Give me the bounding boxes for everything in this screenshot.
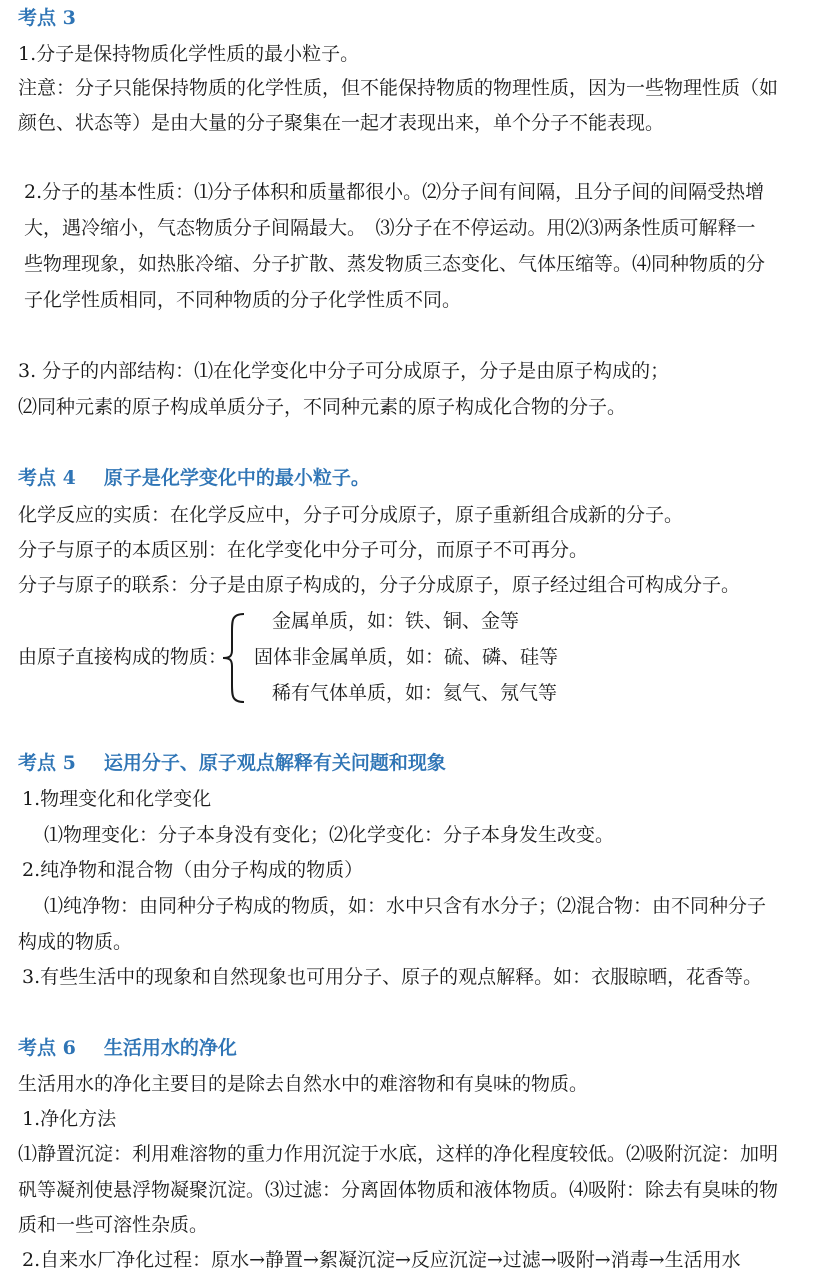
paragraph-line: 质和一些可溶性杂质。: [18, 1214, 209, 1236]
paragraph-line: 分子与原子的联系：分子是由原子构成的，分子分成原子，原子经过组合可构成分子。: [18, 574, 741, 596]
paragraph-line: 大，遇冷缩小，气态物质分子间隔最大。 ⑶分子在不停运动。用⑵⑶两条性质可解释一: [24, 217, 756, 239]
section4-heading-title: 原子是化学变化中的最小粒子。: [103, 467, 370, 489]
section5-heading: [18, 751, 446, 775]
paragraph-line: ⑵同种元素的原子构成单质分子，不同种元素的原子构成化合物的分子。: [18, 396, 627, 418]
paragraph-line: 2.分子的基本性质：⑴分子体积和质量都很小。⑵分子间有间隔，且分子间的间隔受热增: [24, 181, 765, 203]
paragraph-line: 1.净化方法: [22, 1108, 117, 1130]
paragraph-line: 3.有些生活中的现象和自然现象也可用分子、原子的观点解释。如：衣服晾晒，花香等。: [22, 966, 763, 988]
paragraph-line: ⑴静置沉淀：利用难溶物的重力作用沉淀于水底，这样的净化程度较低。⑵吸附沉淀：加明: [18, 1143, 779, 1165]
brace-label: 由原子直接构成的物质：: [18, 646, 228, 668]
brace-item: 固体非金属单质，如：硫、磷、硅等: [254, 646, 559, 668]
paragraph-line: 1.物理变化和化学变化: [22, 788, 212, 810]
curly-brace-icon: [220, 612, 248, 704]
paragraph-line: 颜色、状态等）是由大量的分子聚集在一起才表现出来，单个分子不能表现。: [18, 112, 665, 134]
section4-heading-number: 考点 4: [18, 467, 76, 489]
paragraph-line: ⑴物理变化：分子本身没有变化；⑵化学变化：分子本身发生改变。: [44, 824, 615, 846]
brace-item: 稀有气体单质，如：氦气、氖气等: [272, 682, 558, 704]
paragraph-line: 矾等凝剂使悬浮物凝聚沉淀。⑶过滤：分离固体物质和液体物质。⑷吸附：除去有臭味的物: [18, 1179, 779, 1201]
paragraph-line: 生活用水的净化主要目的是除去自然水中的难溶物和有臭味的物质。: [18, 1073, 589, 1095]
paragraph-line: 注意：分子只能保持物质的化学性质，但不能保持物质的物理性质，因为一些物理性质（如: [18, 77, 779, 99]
paragraph-line: 3. 分子的内部结构：⑴在化学变化中分子可分成原子，分子是由原子构成的；: [18, 360, 670, 382]
section6-heading: [18, 1036, 237, 1060]
section3-heading: 考点 3: [18, 7, 76, 29]
paragraph-line: 化学反应的实质：在化学反应中，分子可分成原子，原子重新组合成新的分子。: [18, 504, 684, 526]
paragraph-line: 些物理现象，如热胀冷缩、分子扩散、蒸发物质三态变化、气体压缩等。⑷同种物质的分: [24, 253, 766, 275]
paragraph-line: 2.自来水厂净化过程：原水→静置→絮凝沉淀→反应沉淀→过滤→吸附→消毒→生活用水: [22, 1249, 741, 1271]
section5-heading-title: 运用分子、原子观点解释有关问题和现象: [103, 752, 446, 774]
section5-heading-number: 考点 5: [18, 752, 76, 774]
paragraph-line: 1.分子是保持物质化学性质的最小粒子。: [18, 43, 360, 65]
section6-heading-number: 考点 6: [18, 1037, 76, 1059]
paragraph-line: 构成的物质。: [18, 931, 133, 953]
brace-item: 金属单质，如：铁、铜、金等: [272, 610, 520, 632]
section6-heading-title: 生活用水的净化: [103, 1037, 237, 1059]
paragraph-line: ⑴纯净物：由同种分子构成的物质，如：水中只含有水分子；⑵混合物：由不同种分子: [44, 895, 767, 917]
paragraph-line: 子化学性质相同，不同种物质的分子化学性质不同。: [24, 289, 462, 311]
paragraph-line: 分子与原子的本质区别：在化学变化中分子可分，而原子不可再分。: [18, 539, 589, 561]
section4-heading: [18, 466, 370, 490]
paragraph-line: 2.纯净物和混合物（由分子构成的物质）: [22, 859, 364, 881]
